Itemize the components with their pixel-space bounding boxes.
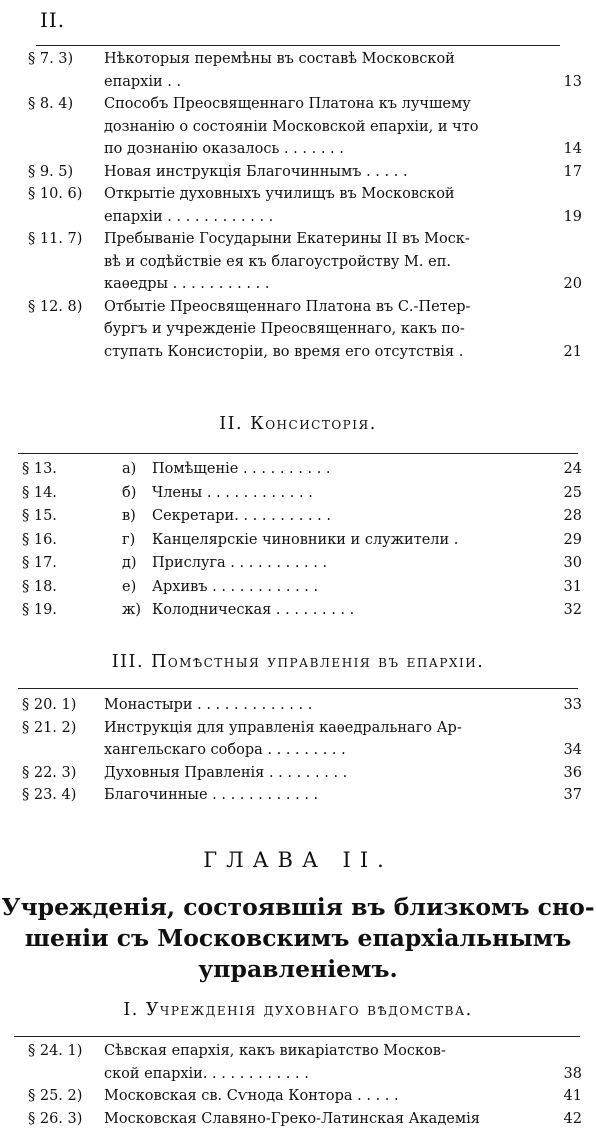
entry-title <box>104 161 556 184</box>
entry-title <box>104 183 556 228</box>
section-number: § 9. 5) <box>28 163 74 180</box>
entry-title-line: Нѣкоторыя перемѣны въ составѣ Московской <box>104 51 455 67</box>
chapter-label: ГЛАВА II. <box>203 848 393 872</box>
item-letter: а) <box>122 461 137 477</box>
toc-section-1 <box>0 48 596 363</box>
entry-title <box>104 694 556 717</box>
page-number: 31 <box>563 578 582 595</box>
toc-entry <box>0 183 596 228</box>
entry-title-line: каѳедры . . . . . . . . . . . <box>104 276 270 292</box>
page-number: 29 <box>563 531 582 548</box>
entry-title-line: Сѣвская епархія, какъ викаріатство Москов- <box>104 1043 446 1059</box>
toc-section-4 <box>0 1040 596 1130</box>
entry-title-line: Благочинные . . . . . . . . . . . . <box>104 787 319 803</box>
entry-title-line: ступать Консисторіи, во время его отсутствія . <box>104 343 464 360</box>
toc-entry <box>0 48 596 93</box>
entry-title <box>104 1040 556 1085</box>
toc-entry <box>0 505 596 529</box>
chapter-title <box>0 892 596 985</box>
section-number: § 15. <box>22 508 57 524</box>
page-number: 36 <box>563 764 582 781</box>
page-number: 42 <box>563 1110 582 1127</box>
entry-title: Члены . . . . . . . . . . . . <box>152 484 313 501</box>
toc-entry <box>0 161 596 184</box>
toc-entry <box>0 1108 596 1131</box>
page-number: 37 <box>563 787 582 803</box>
part-label: II. <box>40 8 66 32</box>
section-number: § 22. 3) <box>22 764 77 781</box>
item-letter: ж) <box>122 602 141 618</box>
entry-title-line: епархіи . . . . . . . . . . . . <box>104 208 274 225</box>
divider <box>14 1036 580 1037</box>
entry-title <box>104 296 556 364</box>
entry-title-line: Способъ Преосвященнаго Платона къ лучшему <box>104 96 471 112</box>
entry-title <box>104 93 556 161</box>
section-number: § 26. 3) <box>28 1110 83 1127</box>
divider <box>18 453 578 454</box>
entry-title <box>104 48 556 93</box>
item-letter: б) <box>122 484 137 501</box>
item-letter: в) <box>122 508 136 524</box>
entry-title <box>104 784 556 807</box>
section-number: § 12. 8) <box>28 298 83 315</box>
entry-title-line: дознанію о состояніи Московской епархіи, и что <box>104 118 479 135</box>
toc-entry <box>0 529 596 553</box>
page-number: 20 <box>563 276 582 292</box>
entry-title-line: по дознанію оказалось . . . . . . . <box>104 141 344 157</box>
chapter-title-line: Учрежденія, состоявшія въ близкомъ сно- <box>1 893 595 921</box>
page-number: 13 <box>563 73 582 90</box>
page-number: 30 <box>563 555 582 571</box>
section-number: § 10. 6) <box>28 186 83 202</box>
section-number: § 24. 1) <box>28 1043 83 1059</box>
section-number: § 11. 7) <box>28 231 83 247</box>
divider <box>36 45 560 46</box>
section-number: § 16. <box>22 531 57 548</box>
entry-title-line: Инструкція для управленія каѳедральнаго Ар- <box>104 719 462 736</box>
section-number: § 20. 1) <box>22 697 77 713</box>
entry-title-line: Московская Славяно-Греко-Латинская Академія <box>104 1110 480 1127</box>
entry-title <box>104 1108 556 1131</box>
section-heading-spiritual-institutions: I. Учрежденія духовнаго вѣдомства. <box>123 1000 473 1020</box>
section-number: § 17. <box>22 555 57 571</box>
entry-title: Секретари. . . . . . . . . . . <box>152 508 332 524</box>
chapter-title-line: шеніи съ Московскимъ епархіальнымъ <box>24 924 572 952</box>
entry-title-line: ской епархіи. . . . . . . . . . . . <box>104 1065 309 1082</box>
page-number: 38 <box>563 1065 582 1082</box>
entry-title: Прислуга . . . . . . . . . . . <box>152 555 328 571</box>
toc-entry <box>0 482 596 506</box>
entry-title-line: вѣ и содѣйствіе ея къ благоустройству М. еп. <box>104 253 451 270</box>
entry-title <box>104 1085 556 1108</box>
entry-title <box>104 717 556 762</box>
section-number: § 14. <box>22 484 57 501</box>
entry-title <box>104 228 556 296</box>
entry-title-line: Духовныя Правленія . . . . . . . . . <box>104 764 348 781</box>
toc-entry <box>0 552 596 576</box>
divider <box>18 688 578 689</box>
toc-entry <box>0 599 596 623</box>
toc-entry <box>0 694 596 717</box>
page-number: 28 <box>563 508 582 524</box>
page-number: 24 <box>563 461 582 477</box>
entry-title-line: Пребываніе Государыни Екатерины II въ Моск- <box>104 231 470 247</box>
section-number: § 8. 4) <box>28 96 74 112</box>
page-number: 14 <box>563 141 582 157</box>
section-number: § 18. <box>22 578 57 595</box>
entry-title <box>104 762 556 785</box>
section-heading-local-administration: III. Помѣстныя управленія въ епархіи. <box>111 652 485 672</box>
page-number: 41 <box>563 1088 582 1104</box>
toc-section-2 <box>0 458 596 623</box>
entry-title: Архивъ . . . . . . . . . . . . <box>152 578 319 595</box>
toc-entry <box>0 762 596 785</box>
entry-title: Колодническая . . . . . . . . . <box>152 602 355 618</box>
section-heading-consistory: II. Консисторія. <box>219 414 377 434</box>
toc-entry <box>0 784 596 807</box>
entry-title-line: Московская св. Сѵнода Контора . . . . . <box>104 1088 399 1104</box>
page-number: 33 <box>563 697 582 713</box>
section-number: § 13. <box>22 461 57 477</box>
entry-title-line: епархіи . . <box>104 73 182 90</box>
page-number: 25 <box>563 484 582 501</box>
page-number: 34 <box>563 742 582 758</box>
page-number: 32 <box>563 602 582 618</box>
entry-title-line: Открытіе духовныхъ училищъ въ Московской <box>104 186 455 202</box>
page-number: 17 <box>563 163 582 180</box>
toc-entry <box>0 1040 596 1085</box>
page-number: 21 <box>563 343 582 360</box>
item-letter: е) <box>122 578 137 595</box>
toc-entry <box>0 296 596 364</box>
toc-section-3 <box>0 694 596 807</box>
entry-title: Канцелярскіе чиновники и служители . <box>152 531 459 548</box>
entry-title-line: хангельскаго собора . . . . . . . . . <box>104 742 346 758</box>
toc-entry <box>0 717 596 762</box>
section-number: § 21. 2) <box>22 719 77 736</box>
item-letter: д) <box>122 555 137 571</box>
entry-title-line: Монастыри . . . . . . . . . . . . . <box>104 697 313 713</box>
section-number: § 25. 2) <box>28 1088 83 1104</box>
entry-title-line: Новая инструкція Благочиннымъ . . . . . <box>104 163 408 180</box>
item-letter: г) <box>122 531 136 548</box>
toc-entry <box>0 228 596 296</box>
section-number: § 19. <box>22 602 57 618</box>
chapter-title-line: управленіемъ. <box>198 955 398 983</box>
entry-title-line: бургъ и учрежденіе Преосвященнаго, какъ по- <box>104 321 465 337</box>
toc-entry <box>0 576 596 600</box>
page-number: 19 <box>563 208 582 225</box>
toc-entry <box>0 458 596 482</box>
entry-title: Помѣщеніе . . . . . . . . . . <box>152 461 331 477</box>
section-number: § 23. 4) <box>22 787 77 803</box>
toc-entry <box>0 93 596 161</box>
entry-title-line: Отбытіе Преосвященнаго Платона въ С.-Петер- <box>104 298 471 315</box>
section-number: § 7. 3) <box>28 51 74 67</box>
toc-entry <box>0 1085 596 1108</box>
